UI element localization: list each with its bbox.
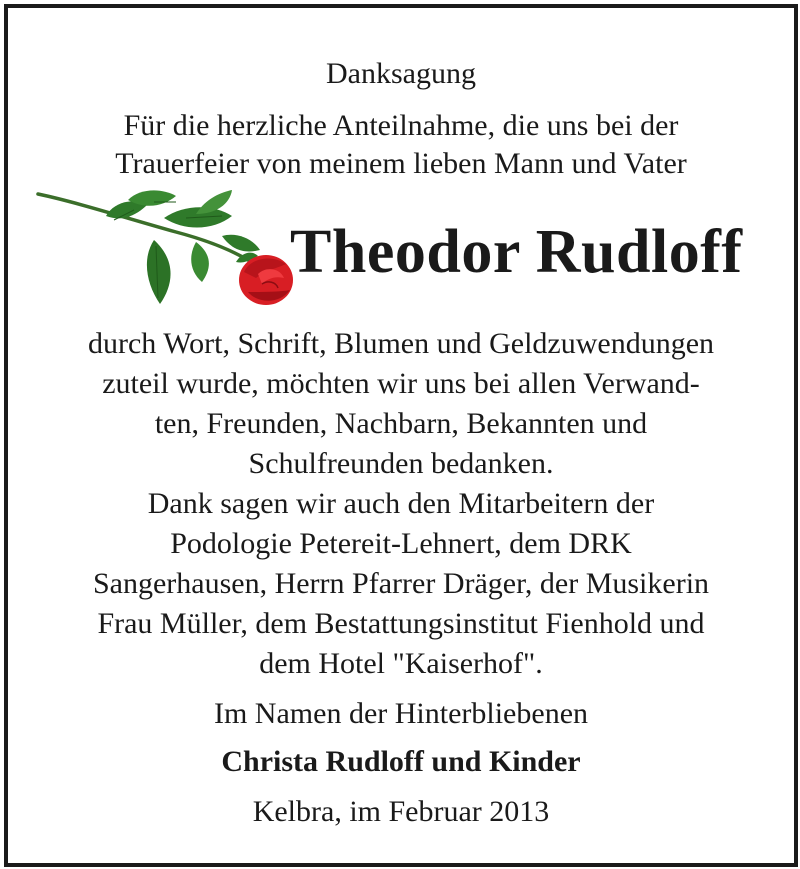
body-line-6: Podologie Petereit-Lehnert, dem DRK [170,527,632,560]
body-line-9: dem Hotel "Kaiserhof". [259,647,543,680]
place-date: Kelbra, im Februar 2013 [252,795,550,828]
deceased-name: Theodor Rudloff [290,218,743,286]
intro-line-2: Trauerfeier von meinem lieben Mann und Vater [115,147,687,180]
body-line-8: Frau Müller, dem Bestattungsinstitut Fienhold und [97,607,705,640]
body-line-2: zuteil wurde, möchten wir uns bei allen Verwand- [102,367,700,400]
body-line-3: ten, Freunden, Nachbarn, Bekannten und [154,407,648,440]
signature: Christa Rudloff und Kinder [221,745,581,778]
notice-heading: Danksagung [326,57,476,90]
rose-image [36,180,296,310]
intro-line-1: Für die herzliche Anteilnahme, die uns bei der [123,109,679,142]
body-line-7: Sangerhausen, Herrn Pfarrer Dräger, der Musikerin [92,567,710,600]
obituary-notice [4,4,798,867]
body-line-5: Dank sagen wir auch den Mitarbeitern der [147,487,655,520]
body-line-1: durch Wort, Schrift, Blumen und Geldzuwendungen [87,327,715,360]
closing-line: Im Namen der Hinterbliebenen [213,697,589,730]
body-line-4: Schulfreunden bedanken. [248,447,554,480]
